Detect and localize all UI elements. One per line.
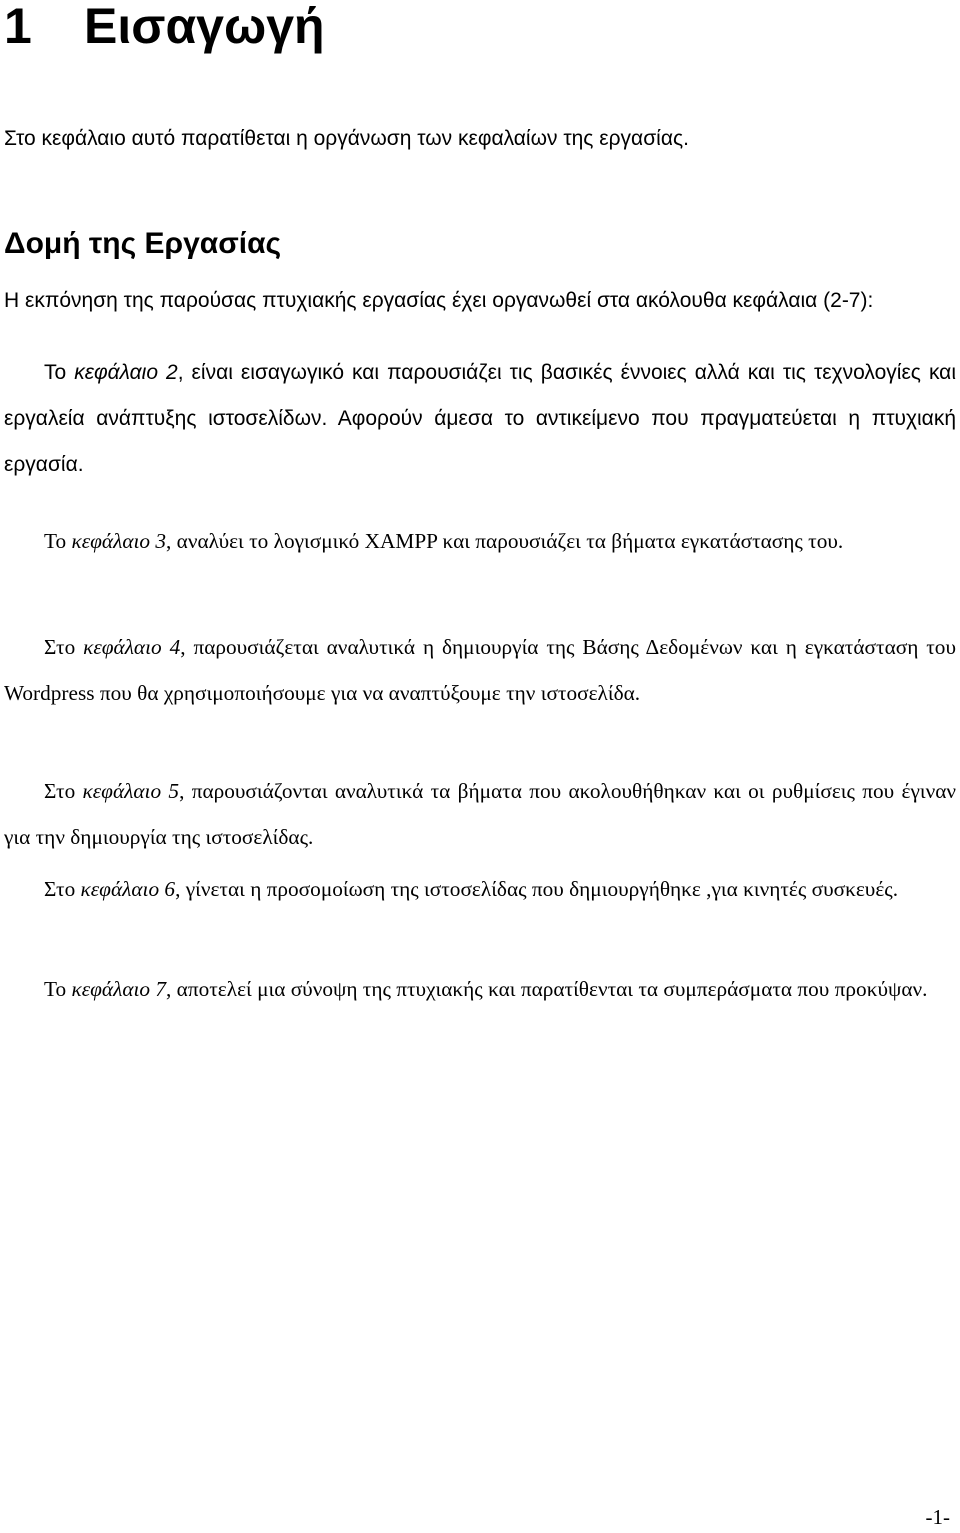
chapter-2-label: κεφάλαιο 2 xyxy=(74,361,178,384)
chapter-4-prefix: Στο xyxy=(44,635,84,659)
chapter-3-prefix: Το xyxy=(44,529,72,553)
chapter-4-text: , παρουσιάζεται αναλυτικά η δημιουργία της Βάσης Δεδομένων και η εγκατάσταση του Wordpress που θα χρησιμοποιήσουμε για να αναπτύξουμε την ιστοσελίδα. xyxy=(4,635,956,705)
chapter-3-label: κεφάλαιο 3 xyxy=(71,529,167,553)
chapter-title xyxy=(4,0,325,56)
chapter-5-label: κεφάλαιο 5 xyxy=(82,779,180,803)
chapter-2-prefix: Το xyxy=(44,361,75,384)
chapter-5-paragraph xyxy=(4,768,956,860)
intro-paragraph: Στο κεφάλαιο αυτό παρατίθεται η οργάνωση των κεφαλαίων της εργασίας. xyxy=(4,127,689,150)
chapter-6-text: , γίνεται η προσομοίωση της ιστοσελίδας που δημιουργήθηκε ,για κινητές συσκευές. xyxy=(175,877,899,901)
chapter-7-text: , αποτελεί μια σύνοψη της πτυχιακής και παρατίθενται τα συμπεράσματα που προκύψαν. xyxy=(166,977,928,1001)
chapter-2-text: , είναι εισαγωγικό και παρουσιάζει τις βασικές έννοιες αλλά και τις τεχνολογίες και εργαλεία ανάπτυξης ιστοσελίδων. Αφορούν άμεσα το αντικείμενο που πραγματεύεται η πτυχιακή εργασία. xyxy=(4,361,956,476)
chapter-5-prefix: Στο xyxy=(44,779,83,803)
chapter-number: 1 xyxy=(4,0,32,54)
chapter-4-label: κεφάλαιο 4 xyxy=(83,635,181,659)
chapter-6-label: κεφάλαιο 6 xyxy=(80,877,176,901)
chapter-3-text: , αναλύει το λογισμικό XAMPP και παρουσιάζει τα βήματα εγκατάστασης του. xyxy=(166,529,844,553)
chapter-6-paragraph xyxy=(4,866,956,912)
chapter-7-prefix: Το xyxy=(44,977,72,1001)
chapter-7-paragraph xyxy=(4,966,956,1012)
chapter-4-paragraph xyxy=(4,624,956,716)
page-number: -1- xyxy=(925,1505,950,1529)
section-lead-paragraph: Η εκπόνηση της παρούσας πτυχιακής εργασίας έχει οργανωθεί στα ακόλουθα κεφάλαια (2-7): xyxy=(4,289,874,312)
chapter-3-paragraph xyxy=(4,518,956,564)
chapter-6-prefix: Στο xyxy=(44,877,81,901)
chapter-5-text: , παρουσιάζονται αναλυτικά τα βήματα που ακολουθήθηκαν και οι ρυθμίσεις που έγιναν για την δημιουργία της ιστοσελίδας. xyxy=(4,779,957,849)
chapter-title-text: Εισαγωγή xyxy=(84,0,325,54)
section-heading: Δομή της Εργασίας xyxy=(4,227,282,260)
chapter-7-label: κεφάλαιο 7 xyxy=(71,977,167,1001)
chapter-2-paragraph xyxy=(4,350,956,488)
